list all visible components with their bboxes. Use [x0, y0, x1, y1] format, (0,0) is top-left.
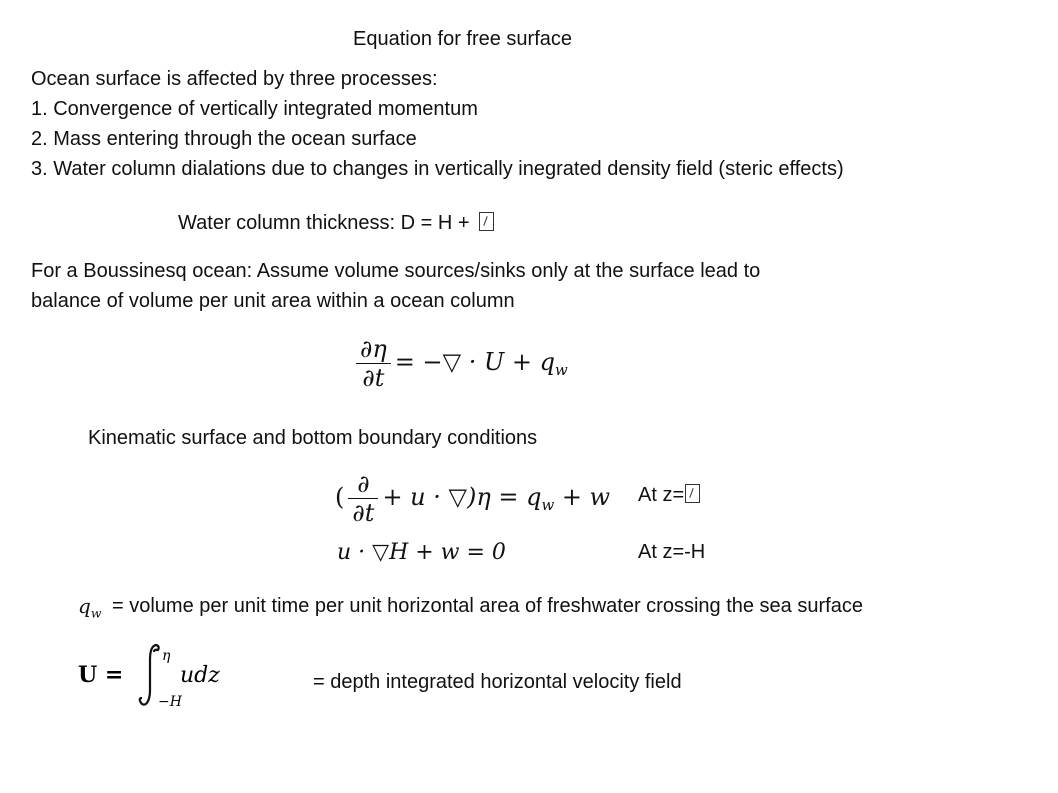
bottom-bc-equation: u · ▽H + w = 0: [337, 540, 506, 565]
surface-condition-label: [638, 483, 700, 507]
page-title: Equation for free surface: [353, 28, 573, 50]
missing-glyph-icon: [685, 484, 700, 503]
boussinesq-line-1: For a Boussinesq ocean: Assume volume sources/sinks only at the surface lead to: [31, 260, 761, 282]
continuity-subscript: w: [554, 361, 568, 380]
surface-bc-denominator: ∂t: [348, 498, 378, 527]
continuity-rhs: = −▽ · U + q: [394, 348, 555, 376]
continuity-numerator: ∂η: [360, 335, 387, 363]
surface-bc-paren: (: [335, 483, 345, 511]
process-item-2: 2. Mass entering through the ocean surface: [31, 128, 417, 150]
surface-bc-equation: [335, 470, 610, 527]
qw-definition-text: = volume per unit time per unit horizontal area of freshwater crossing the sea surface: [112, 595, 863, 617]
bottom-condition-label: At z=-H: [638, 541, 706, 563]
velocity-integral-lhs: U =: [78, 662, 124, 688]
thickness-label: Water column thickness: D = H +: [178, 212, 476, 234]
boussinesq-line-2: balance of volume per unit area within a ocean column: [31, 290, 515, 312]
surface-bc-subscript: w: [541, 496, 555, 515]
surface-condition-text: At z=: [638, 484, 685, 506]
velocity-integral-equation: [76, 640, 246, 712]
surface-bc-tail: + w: [554, 483, 611, 511]
surface-bc-fraction: [348, 470, 378, 527]
integral-sign: [140, 645, 159, 705]
surface-bc-numerator: ∂: [357, 470, 370, 498]
qw-symbol: [78, 594, 101, 620]
process-item-1: 1. Convergence of vertically integrated momentum: [31, 98, 478, 120]
velocity-definition-text: = depth integrated horizontal velocity field: [313, 671, 682, 693]
integral-integrand: udz: [180, 663, 220, 688]
kinematic-heading: Kinematic surface and bottom boundary conditions: [88, 427, 538, 449]
continuity-fraction: [356, 335, 391, 392]
surface-bc-rest: + u · ▽)η = q: [382, 483, 542, 511]
qw-letter: q: [78, 594, 91, 618]
continuity-denominator: ∂t: [356, 363, 391, 392]
integral-upper-limit: η: [162, 648, 171, 664]
intro-heading: Ocean surface is affected by three processes:: [31, 68, 438, 90]
integral-lower-limit: −H: [158, 694, 182, 710]
qw-subscript: w: [90, 605, 102, 621]
thickness-line: [178, 211, 494, 235]
continuity-equation: [352, 335, 568, 392]
process-item-3: 3. Water column dialations due to changes in vertically inegrated density field (steric effects): [31, 158, 844, 180]
missing-glyph-icon: [479, 212, 494, 231]
